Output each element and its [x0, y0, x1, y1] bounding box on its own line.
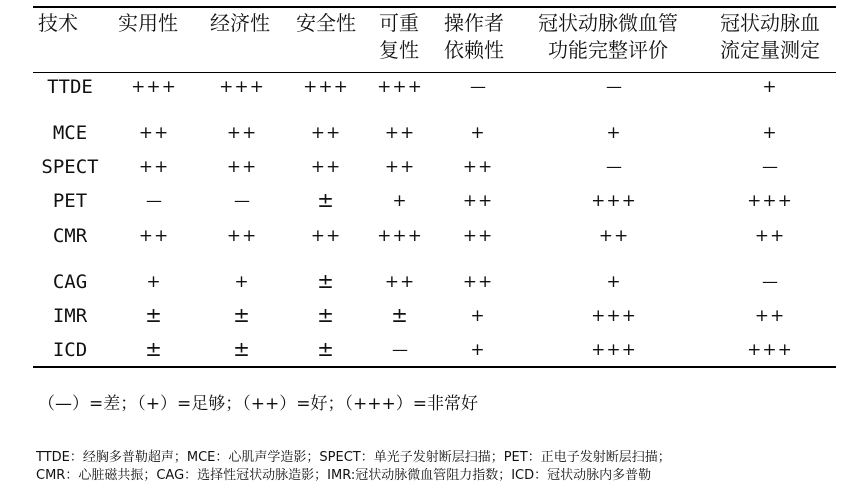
cell-cag-practicality: +: [146, 272, 162, 292]
header-technique: [38, 10, 78, 37]
header-safety: [296, 10, 356, 37]
cell-spect-safety: ++: [310, 157, 342, 177]
cell-pet-economy: —: [234, 191, 250, 210]
cell-imr-reproducibility: ±: [391, 303, 409, 327]
cell-cmr-operator-dependence: ++: [462, 226, 494, 246]
cell-ttde-economy: +++: [219, 77, 265, 97]
header-microvascular-function-line1: 冠状动脉微血管: [538, 11, 678, 35]
header-operator-dependence: [444, 10, 504, 64]
header-technique-text: 技术: [38, 11, 78, 35]
table-top-rule: [33, 6, 836, 8]
cell-cag-flow: —: [762, 272, 778, 291]
cell-imr-flow: ++: [754, 306, 786, 326]
cell-spect-operator-dependence: ++: [462, 157, 494, 177]
cell-mce-microvascular: +: [606, 123, 622, 143]
header-reproducibility-line1: 可重: [379, 11, 419, 35]
rating-legend: （—）=差；（+）=足够；（++）=好；（+++）=非常好: [38, 394, 478, 414]
cell-mce-economy: ++: [226, 123, 258, 143]
cell-spect-economy: ++: [226, 157, 258, 177]
cell-icd-microvascular: +++: [591, 340, 637, 360]
cell-spect-reproducibility: ++: [384, 157, 416, 177]
cell-icd-safety: ±: [317, 337, 335, 361]
header-microvascular-function: [538, 10, 678, 64]
header-operator-dependence-line1: 操作者: [444, 11, 504, 35]
cell-icd-practicality: ±: [145, 337, 163, 361]
cell-pet-safety: ±: [317, 188, 335, 212]
abbreviations-line-2: CMR：心脏磁共振；CAG：选择性冠状动脉造影；IMR:冠状动脉微血管阻力指数；ICD：冠状动脉内多普勒: [36, 468, 652, 483]
row-label-spect: SPECT: [41, 156, 99, 178]
cell-ttde-operator-dependence: —: [470, 77, 486, 96]
cell-cag-operator-dependence: ++: [462, 272, 494, 292]
cell-imr-operator-dependence: +: [470, 306, 486, 326]
header-reproducibility-line2: 复性: [379, 38, 419, 62]
row-label-pet: PET: [52, 190, 88, 212]
header-operator-dependence-line2: 依赖性: [444, 38, 504, 62]
cell-pet-practicality: —: [146, 191, 162, 210]
abbreviations-line-1: TTDE：经胸多普勒超声；MCE：心肌声学造影；SPECT：单光子发射断层扫描；PET：正电子发射断层扫描；: [36, 450, 671, 465]
cell-cmr-flow: ++: [754, 226, 786, 246]
cell-imr-practicality: ±: [145, 303, 163, 327]
cell-mce-flow: +: [762, 123, 778, 143]
cell-ttde-practicality: +++: [131, 77, 177, 97]
cell-cmr-safety: ++: [310, 226, 342, 246]
cell-icd-flow: +++: [747, 340, 793, 360]
cell-cag-safety: ±: [317, 269, 335, 293]
cell-pet-operator-dependence: ++: [462, 191, 494, 211]
cell-pet-flow: +++: [747, 191, 793, 211]
cell-ttde-reproducibility: +++: [377, 77, 423, 97]
cell-cag-economy: +: [234, 272, 250, 292]
header-blood-flow-quantification: [720, 10, 820, 64]
cell-cag-reproducibility: ++: [384, 272, 416, 292]
cell-cag-microvascular: +: [606, 272, 622, 292]
row-label-ttde: TTDE: [47, 76, 93, 98]
table-bottom-rule: [33, 366, 836, 368]
header-practicality: [118, 10, 178, 37]
row-label-icd: ICD: [52, 339, 88, 361]
row-label-mce: MCE: [52, 122, 88, 144]
header-blood-flow-quantification-line1: 冠状动脉血: [720, 11, 820, 35]
cell-cmr-economy: ++: [226, 226, 258, 246]
cell-imr-microvascular: +++: [591, 306, 637, 326]
row-label-cmr: CMR: [52, 225, 88, 247]
cell-ttde-microvascular: —: [606, 77, 622, 96]
cell-spect-practicality: ++: [138, 157, 170, 177]
cell-pet-reproducibility: +: [392, 191, 408, 211]
header-reproducibility: [379, 10, 419, 64]
table-header-rule: [33, 72, 836, 73]
header-practicality-text: 实用性: [118, 11, 178, 35]
cell-spect-microvascular: —: [606, 157, 622, 176]
cell-imr-safety: ±: [317, 303, 335, 327]
cell-cmr-microvascular: ++: [598, 226, 630, 246]
cell-cmr-practicality: ++: [138, 226, 170, 246]
header-economy-text: 经济性: [210, 11, 270, 35]
row-label-cag: CAG: [52, 271, 88, 293]
header-microvascular-function-line2: 功能完整评价: [548, 38, 668, 62]
cell-mce-reproducibility: ++: [384, 123, 416, 143]
cell-imr-economy: ±: [233, 303, 251, 327]
cell-mce-practicality: ++: [138, 123, 170, 143]
header-economy: [210, 10, 270, 37]
cell-icd-economy: ±: [233, 337, 251, 361]
cell-cmr-reproducibility: +++: [377, 226, 423, 246]
cell-mce-safety: ++: [310, 123, 342, 143]
cell-mce-operator-dependence: +: [470, 123, 486, 143]
cell-ttde-flow: +: [762, 77, 778, 97]
cell-icd-operator-dependence: +: [470, 340, 486, 360]
row-label-imr: IMR: [52, 305, 88, 327]
header-blood-flow-quantification-line2: 流定量测定: [720, 38, 820, 62]
header-safety-text: 安全性: [296, 11, 356, 35]
cell-pet-microvascular: +++: [591, 191, 637, 211]
cell-spect-flow: —: [762, 157, 778, 176]
cell-ttde-safety: +++: [303, 77, 349, 97]
cell-icd-reproducibility: —: [392, 340, 408, 359]
